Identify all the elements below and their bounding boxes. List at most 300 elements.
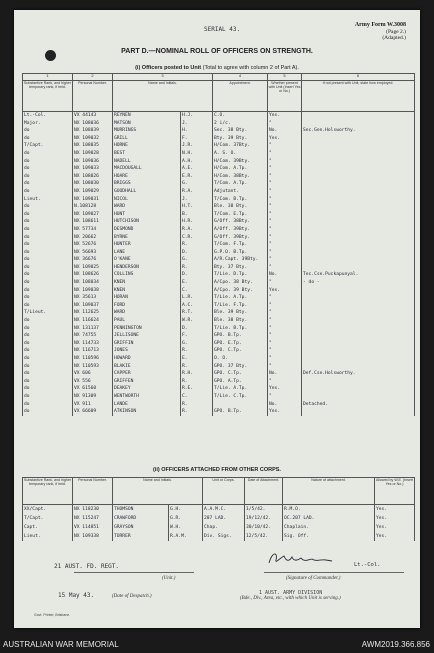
- signature-caption: (Signature of Commander.): [286, 576, 341, 581]
- table-cell: T/Capt.: [23, 514, 73, 523]
- table-cell: No.: [268, 401, 302, 409]
- table-cell: GRIFFEN: [113, 378, 181, 386]
- table-cell: HUTCHISON: [113, 218, 181, 226]
- table-cell: R.M.O.: [283, 505, 375, 515]
- commander-signature: [266, 548, 336, 568]
- table-cell: NX 108611: [73, 218, 113, 226]
- table-cell: Chap.: [203, 523, 245, 532]
- table-cell: N.108128: [73, 203, 113, 211]
- table-cell: do: [23, 340, 73, 348]
- document-page: [14, 10, 420, 628]
- table-cell: KNEN: [113, 279, 181, 287]
- table-row: [23, 127, 415, 135]
- table-cell: T/Com. E.Tp.: [213, 211, 268, 219]
- table-cell: H/Com. 37Bty.: [213, 142, 268, 150]
- form-adapted: (Adapted.): [382, 35, 406, 41]
- table-cell: [302, 355, 415, 363]
- table-cell: A/Cpo. 39 Bty.: [213, 287, 268, 295]
- table-cell: do: [23, 249, 73, 257]
- table-cell: GPO. E.Tp.: [213, 340, 268, 348]
- table-cell: ": [268, 211, 302, 219]
- printer-note: Govt. Printer, Brisbane.: [34, 613, 71, 617]
- table-cell: T/Lieut.: [23, 309, 73, 317]
- table-cell: ": [268, 180, 302, 188]
- table-cell: NX 20662: [73, 234, 113, 242]
- table-cell: NICOL: [113, 196, 181, 204]
- table-cell: T/Lie. A.Tp.: [213, 385, 268, 393]
- table-cell: do: [23, 135, 73, 143]
- table-cell: ": [268, 226, 302, 234]
- table-cell: [302, 165, 415, 173]
- table-cell: [302, 188, 415, 196]
- table-cell: ": [268, 256, 302, 264]
- table-cell: NX 74755: [73, 332, 113, 340]
- table-cell: BYRNE: [113, 234, 181, 242]
- part-d-subtitle: [14, 65, 420, 71]
- table-cell: ": [268, 173, 302, 181]
- table-cell: GRILL: [113, 135, 181, 143]
- table-cell: NX 57734: [73, 226, 113, 234]
- table-cell: do: [23, 347, 73, 355]
- table-cell: H/Com. 39Bty.: [213, 158, 268, 166]
- table-cell: DESMOND: [113, 226, 181, 234]
- header-employment: If not present with Unit, state how employed.: [302, 81, 415, 112]
- table-cell: J.: [181, 120, 213, 128]
- table-row: [23, 294, 415, 302]
- table-cell: Yes.: [375, 514, 415, 523]
- part-ii-title: (ii) OFFICERS ATTACHED FROM OTHER CORPS.: [153, 467, 281, 473]
- table-cell: H/Com. A.Tp.: [213, 165, 268, 173]
- officers-attached-table: [22, 477, 415, 541]
- table-cell: ": [268, 158, 302, 166]
- table-cell: T/Com. A.Tp.: [213, 180, 268, 188]
- table-cell: NX 115247: [73, 514, 113, 523]
- table-cell: [302, 173, 415, 181]
- col-num-1: 1: [23, 74, 73, 81]
- table-cell: [302, 203, 415, 211]
- table-cell: NX 108039: [73, 127, 113, 135]
- table-cell: ": [268, 165, 302, 173]
- table-cell: Adjutant.: [213, 188, 268, 196]
- table-cell: CRAWFORD: [113, 514, 169, 523]
- table-cell: Sig. Off.: [283, 532, 375, 541]
- table-cell: [302, 317, 415, 325]
- table-row: [23, 385, 415, 393]
- table-cell: GPO. B.Tp.: [213, 408, 268, 416]
- table-cell: ": [268, 309, 302, 317]
- unit-line: [74, 572, 194, 573]
- table-row: [23, 347, 415, 355]
- table-cell: [302, 226, 415, 234]
- table-cell: NX 109028: [73, 150, 113, 158]
- table-cell: do: [23, 241, 73, 249]
- table-cell: C.: [181, 287, 213, 295]
- table-cell: LANE: [113, 249, 181, 257]
- table-cell: Detached.: [302, 401, 415, 409]
- table-cell: 30/10/42.: [245, 523, 283, 532]
- table-cell: [302, 135, 415, 143]
- despatch-date: 15 May 43.: [58, 592, 95, 599]
- form-number: Army Form W.3008: [354, 22, 406, 28]
- table-cell: PAUL: [113, 317, 181, 325]
- table-cell: J.R.: [181, 142, 213, 150]
- table-cell: Ble. 39 Bty.: [213, 309, 268, 317]
- table-cell: [302, 196, 415, 204]
- table-cell: do: [23, 408, 73, 416]
- attached-header-nature: Nature of attachment.: [283, 478, 375, 505]
- table-cell: ": [268, 332, 302, 340]
- table-cell: Yes.: [268, 135, 302, 143]
- table-cell: do: [23, 363, 73, 371]
- table-cell: [302, 120, 415, 128]
- table-cell: T/Com. F.Tp.: [213, 241, 268, 249]
- table-cell: NX 109031: [73, 196, 113, 204]
- table-cell: do: [23, 279, 73, 287]
- table-cell: R.A.: [181, 226, 213, 234]
- table-cell: OC.207 LAD.: [283, 514, 375, 523]
- table-row: [23, 173, 415, 181]
- table-cell: HUNT: [113, 211, 181, 219]
- table-cell: Ble. 38 Bty.: [213, 203, 268, 211]
- table-cell: ": [268, 218, 302, 226]
- table-row: [23, 514, 415, 523]
- table-cell: [302, 256, 415, 264]
- table-cell: R.: [181, 401, 213, 409]
- header-personal-number: Personal Number.: [73, 81, 113, 112]
- table-cell: ": [268, 241, 302, 249]
- table-row: [23, 226, 415, 234]
- table-row: [23, 196, 415, 204]
- form-page: (Page 2.): [386, 28, 406, 35]
- table-cell: E.: [181, 355, 213, 363]
- table-cell: A.A.M.C.: [203, 505, 245, 515]
- table-cell: ": [268, 294, 302, 302]
- attached-header-rank: Substantive Rank, and higher temporary rank, if held.: [23, 478, 73, 505]
- table-cell: R.H.: [181, 370, 213, 378]
- table-cell: 1/5/42.: [245, 505, 283, 515]
- table-cell: O'KANE: [113, 256, 181, 264]
- table-cell: - do -: [302, 279, 415, 287]
- table-cell: Capt.: [23, 523, 73, 532]
- table-cell: ": [268, 355, 302, 363]
- table-cell: [302, 363, 415, 371]
- archive-footer: [0, 634, 434, 653]
- table-cell: NX 109036: [73, 158, 113, 166]
- table-row: [23, 408, 415, 416]
- table-cell: [302, 211, 415, 219]
- table-cell: C.R.: [181, 234, 213, 242]
- table-cell: NX 108036: [73, 120, 113, 128]
- table-cell: do: [23, 188, 73, 196]
- table-cell: Major.: [23, 120, 73, 128]
- table-cell: MURRINGS: [113, 127, 181, 135]
- col-num-5: 5: [268, 74, 302, 81]
- table-cell: ": [268, 302, 302, 310]
- table-row: [23, 302, 415, 310]
- table-cell: O. O.: [213, 355, 268, 363]
- header-appointment: Appointment.: [213, 81, 268, 112]
- subtitle-rest: (Total to agree with column 2 of Part A).: [202, 65, 299, 71]
- table-cell: NX 131137: [73, 325, 113, 333]
- table-cell: HOARE: [113, 173, 181, 181]
- table-cell: A.C.: [181, 302, 213, 310]
- table-cell: G.R.: [169, 514, 203, 523]
- table-cell: R.E.: [181, 385, 213, 393]
- table-cell: NX 109033: [73, 165, 113, 173]
- table-cell: Yes.: [268, 287, 302, 295]
- table-cell: Def.Cse.Holsworthy.: [302, 370, 415, 378]
- officers-attached-body: [23, 505, 415, 542]
- table-row: [23, 112, 415, 120]
- header-present: Whether present with Unit (Insert Yes or No.): [268, 81, 302, 112]
- table-cell: ": [268, 196, 302, 204]
- table-cell: T/Lie. A.Tp.: [213, 294, 268, 302]
- table-cell: Chaplain.: [283, 523, 375, 532]
- table-cell: MACDOUGALL: [113, 165, 181, 173]
- table-cell: do: [23, 234, 73, 242]
- table-cell: H.J.: [181, 112, 213, 120]
- table-cell: COLLINS: [113, 271, 181, 279]
- col-num-4: 4: [213, 74, 268, 81]
- table-cell: T/Lie. C.Tp.: [213, 393, 268, 401]
- table-cell: T/Com. B.Tp.: [213, 196, 268, 204]
- table-cell: do: [23, 378, 73, 386]
- table-cell: Yes.: [375, 505, 415, 515]
- table-cell: GPO. 37 Bty.: [213, 363, 268, 371]
- table-cell: VX 114851: [73, 523, 113, 532]
- signature-line: [264, 572, 404, 573]
- table-cell: Lt.-Col.: [23, 112, 73, 120]
- table-cell: ": [268, 363, 302, 371]
- table-cell: 12/5/42.: [245, 532, 283, 541]
- table-cell: HOWARD: [113, 355, 181, 363]
- table-cell: NX 108034: [73, 279, 113, 287]
- table-cell: NX 112625: [73, 309, 113, 317]
- table-cell: H.R.: [181, 218, 213, 226]
- table-cell: [302, 112, 415, 120]
- table-cell: A/Cpo. 38 Bty.: [213, 279, 268, 287]
- table-cell: G.: [181, 340, 213, 348]
- table-cell: R.: [181, 264, 213, 272]
- table-row: [23, 135, 415, 143]
- table-cell: VX 61560: [73, 385, 113, 393]
- table-cell: GPO. C.Tp.: [213, 370, 268, 378]
- table-cell: NX 109027: [73, 211, 113, 219]
- table-cell: [302, 218, 415, 226]
- column-number-row: [23, 74, 415, 81]
- table-row: [23, 340, 415, 348]
- table-row: [23, 378, 415, 386]
- table-row: [23, 523, 415, 532]
- column-header-row: [23, 81, 415, 112]
- table-cell: [302, 180, 415, 188]
- table-cell: [302, 393, 415, 401]
- table-cell: NX 109032: [73, 135, 113, 143]
- table-cell: GOODHALL: [113, 188, 181, 196]
- table-cell: N.H.: [181, 150, 213, 158]
- table-row: [23, 150, 415, 158]
- form-identifier: [355, 22, 406, 42]
- table-cell: NX 108026: [73, 173, 113, 181]
- table-cell: ": [268, 234, 302, 242]
- table-cell: NADELL: [113, 158, 181, 166]
- table-cell: G.H.: [169, 505, 203, 515]
- col-num-3: 3: [113, 74, 213, 81]
- table-row: [23, 218, 415, 226]
- table-cell: VX 911: [73, 401, 113, 409]
- table-cell: Lieut.: [23, 196, 73, 204]
- table-cell: JONES: [113, 347, 181, 355]
- table-cell: [302, 309, 415, 317]
- table-row: [23, 332, 415, 340]
- table-cell: WARD: [113, 203, 181, 211]
- table-cell: NX 110596: [73, 355, 113, 363]
- table-cell: Lieut.: [23, 532, 73, 541]
- table-cell: KNEN: [113, 287, 181, 295]
- table-row: [23, 180, 415, 188]
- table-cell: T/Lie. B.Tp.: [213, 325, 268, 333]
- table-cell: [302, 302, 415, 310]
- table-cell: [302, 234, 415, 242]
- table-cell: ": [268, 120, 302, 128]
- unit-name: 21 AUST. FD. REGT.: [54, 563, 120, 570]
- table-cell: [302, 408, 415, 416]
- table-cell: Yes.: [375, 532, 415, 541]
- table-cell: [302, 158, 415, 166]
- table-row: [23, 505, 415, 515]
- table-cell: 2 i/c.: [213, 120, 268, 128]
- table-row: [23, 401, 415, 409]
- table-cell: R.A.: [181, 188, 213, 196]
- table-cell: ": [268, 188, 302, 196]
- table-cell: F.: [181, 135, 213, 143]
- archive-name: AUSTRALIAN WAR MEMORIAL: [3, 640, 119, 649]
- table-cell: A. S. O.: [213, 150, 268, 158]
- table-cell: do: [23, 150, 73, 158]
- table-cell: [302, 340, 415, 348]
- table-cell: No.: [268, 127, 302, 135]
- table-cell: D.: [181, 249, 213, 257]
- table-cell: HENDERSON: [113, 264, 181, 272]
- table-cell: do: [23, 264, 73, 272]
- table-cell: [302, 294, 415, 302]
- table-cell: Yes.: [268, 385, 302, 393]
- table-cell: ": [268, 249, 302, 257]
- table-cell: No.: [268, 271, 302, 279]
- table-cell: TORRER: [113, 532, 169, 541]
- table-row: [23, 241, 415, 249]
- table-cell: [302, 347, 415, 355]
- table-cell: PENNINGTON: [113, 325, 181, 333]
- attached-header-date: Date of Attachment.: [245, 478, 283, 505]
- table-cell: R.: [181, 408, 213, 416]
- table-cell: NX 36676: [73, 256, 113, 264]
- table-cell: do: [23, 355, 73, 363]
- table-cell: [302, 378, 415, 386]
- table-row: [23, 211, 415, 219]
- table-cell: B.: [181, 211, 213, 219]
- table-cell: HORAN: [113, 294, 181, 302]
- date-caption: (Date of Despatch.): [112, 594, 152, 599]
- table-cell: NX 109338: [73, 532, 113, 541]
- table-cell: do: [23, 256, 73, 264]
- table-cell: G/Off. 39Bty.: [213, 234, 268, 242]
- table-cell: [302, 385, 415, 393]
- table-row: [23, 309, 415, 317]
- table-cell: No.: [268, 370, 302, 378]
- table-row: [23, 279, 415, 287]
- table-cell: VX 556: [73, 378, 113, 386]
- table-cell: G.P.O. B.Tp.: [213, 249, 268, 257]
- table-cell: do: [23, 401, 73, 409]
- table-cell: do: [23, 203, 73, 211]
- table-cell: [302, 142, 415, 150]
- table-cell: Bty. 39 Bty.: [213, 135, 268, 143]
- formation-stamp: 1 AUST. ARMY DIVISION: [259, 590, 323, 596]
- table-cell: do: [23, 271, 73, 279]
- table-cell: do: [23, 393, 73, 401]
- table-row: [23, 325, 415, 333]
- table-cell: GPO. C.Tp.: [213, 347, 268, 355]
- table-cell: BRIGGS: [113, 180, 181, 188]
- table-cell: Ble. 38 Bty.: [213, 317, 268, 325]
- attached-header-row: [23, 478, 415, 505]
- table-cell: NX 109038: [73, 287, 113, 295]
- table-cell: A/Off. 39Bty.: [213, 226, 268, 234]
- table-cell: NX 108626: [73, 271, 113, 279]
- table-cell: C.O.: [213, 112, 268, 120]
- table-row: [23, 256, 415, 264]
- table-cell: NX 56693: [73, 249, 113, 257]
- table-cell: Bty. 37 Bty.: [213, 264, 268, 272]
- table-cell: WENTWORTH: [113, 393, 181, 401]
- table-cell: NX 118230: [73, 505, 113, 515]
- table-cell: G.: [181, 256, 213, 264]
- table-cell: do: [23, 287, 73, 295]
- table-cell: [213, 401, 268, 409]
- table-cell: NX 91309: [73, 393, 113, 401]
- table-cell: Sec. 38 Bty.: [213, 127, 268, 135]
- table-cell: do: [23, 226, 73, 234]
- table-cell: NX 52676: [73, 241, 113, 249]
- table-cell: Yes.: [268, 112, 302, 120]
- table-cell: NX 116624: [73, 317, 113, 325]
- table-cell: ATKINSON: [113, 408, 181, 416]
- table-cell: C.: [181, 393, 213, 401]
- table-cell: GRAYSON: [113, 523, 169, 532]
- table-cell: Tec.Cse.Puckapunyal.: [302, 271, 415, 279]
- table-cell: VX 606: [73, 370, 113, 378]
- table-cell: R.: [181, 363, 213, 371]
- table-cell: do: [23, 302, 73, 310]
- table-cell: ": [268, 264, 302, 272]
- table-cell: HORNE: [113, 142, 181, 150]
- table-cell: 19/12/42.: [245, 514, 283, 523]
- table-cell: A.H.: [181, 158, 213, 166]
- table-cell: R.: [181, 347, 213, 355]
- attached-header-unit: Unit or Corps.: [203, 478, 245, 505]
- table-cell: do: [23, 173, 73, 181]
- table-cell: GPO. A.Tp.: [213, 378, 268, 386]
- table-cell: NX 108035: [73, 142, 113, 150]
- table-cell: G.: [181, 180, 213, 188]
- table-cell: Sec.Gen.Holsworthy.: [302, 127, 415, 135]
- table-cell: R.: [181, 241, 213, 249]
- part-d-title: PART D.—NOMINAL ROLL OF OFFICERS ON STRENGTH.: [121, 48, 313, 55]
- table-cell: CAPPER: [113, 370, 181, 378]
- table-row: [23, 249, 415, 257]
- commander-rank: Lt.-Col.: [354, 562, 381, 568]
